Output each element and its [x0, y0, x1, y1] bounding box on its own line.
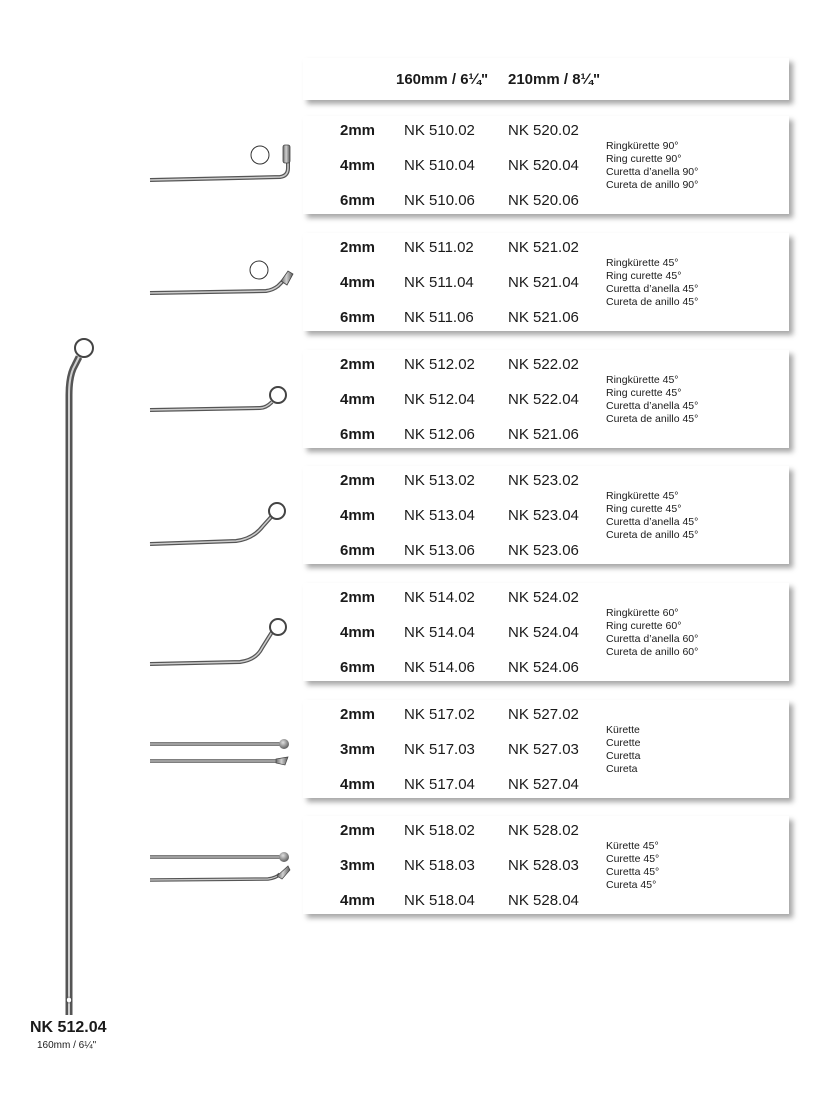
product-description: [606, 840, 659, 892]
size-cell: 2mm: [340, 706, 376, 723]
code-160mm-cell: NK 512.06: [404, 426, 475, 443]
code-210mm-cell: NK 528.04: [508, 892, 579, 909]
size-cell: 3mm: [340, 857, 376, 874]
size-cell: 6mm: [340, 426, 376, 443]
description-line: Curetta d’anella 60°: [606, 633, 699, 645]
size-cell: 6mm: [340, 542, 376, 559]
code-210mm-cell: NK 520.04: [508, 157, 579, 174]
size-cell: 4mm: [340, 391, 376, 408]
description-line: Cureta de anillo 60°: [606, 646, 699, 658]
product-description: [606, 374, 698, 426]
ring-curette-45-icon: [148, 380, 298, 420]
description-line: Curetta d’anella 90°: [606, 166, 699, 178]
code-160mm-cell: NK 517.02: [404, 706, 475, 723]
product-group-panel: [303, 700, 789, 798]
product-description: [606, 607, 698, 659]
code-210mm-cell: NK 521.06: [508, 426, 579, 443]
code-160mm-cell: NK 510.04: [404, 157, 475, 174]
description-line: Curetta d’anella 45°: [606, 516, 699, 528]
description-line: Ringkürette 90°: [606, 140, 679, 152]
description-line: Ring curette 60°: [606, 620, 682, 632]
curette-45-icon: [148, 848, 298, 888]
code-210mm-cell: NK 520.02: [508, 122, 579, 139]
size-cell: 2mm: [340, 822, 376, 839]
size-cell: 2mm: [340, 122, 376, 139]
code-210mm-cell: NK 524.06: [508, 659, 579, 676]
code-160mm-cell: NK 514.02: [404, 589, 475, 606]
code-210mm-cell: NK 524.04: [508, 624, 579, 641]
ring-curette-45-icon: [148, 254, 298, 304]
size-cell: 2mm: [340, 239, 376, 256]
size-cell: 6mm: [340, 309, 376, 326]
code-210mm-cell: NK 527.03: [508, 741, 579, 758]
code-160mm-cell: NK 517.03: [404, 741, 475, 758]
size-cell: 4mm: [340, 507, 376, 524]
code-210mm-cell: NK 522.02: [508, 356, 579, 373]
size-cell: 6mm: [340, 659, 376, 676]
code-160mm-cell: NK 518.03: [404, 857, 475, 874]
product-group-panel: [303, 350, 789, 448]
description-line: Ring curette 90°: [606, 153, 682, 165]
code-210mm-cell: NK 528.03: [508, 857, 579, 874]
code-210mm-cell: NK 521.02: [508, 239, 579, 256]
description-line: Ring curette 45°: [606, 270, 682, 282]
description-line: Cureta de anillo 45°: [606, 413, 699, 425]
featured-product-code: NK 512.04: [30, 1019, 107, 1036]
code-160mm-cell: NK 510.02: [404, 122, 475, 139]
column-header-210mm: 210mm / 8¼": [508, 71, 601, 88]
column-header-panel: [303, 58, 789, 100]
size-cell: 4mm: [340, 776, 376, 793]
size-cell: 2mm: [340, 472, 376, 489]
code-160mm-cell: NK 513.04: [404, 507, 475, 524]
size-cell: 4mm: [340, 274, 376, 291]
curette-straight-icon: [148, 735, 298, 770]
description-line: Ringkürette 45°: [606, 257, 679, 269]
size-cell: 2mm: [340, 356, 376, 373]
code-210mm-cell: NK 527.04: [508, 776, 579, 793]
description-line: Curette: [606, 737, 641, 749]
code-160mm-cell: NK 514.06: [404, 659, 475, 676]
code-160mm-cell: NK 518.04: [404, 892, 475, 909]
description-line: Cureta de anillo 90°: [606, 179, 699, 191]
code-160mm-cell: NK 518.02: [404, 822, 475, 839]
description-line: Ring curette 45°: [606, 387, 682, 399]
size-cell: 6mm: [340, 192, 376, 209]
ring-curette-full-length-icon: [55, 335, 105, 1020]
code-210mm-cell: NK 527.02: [508, 706, 579, 723]
description-line: Ring curette 45°: [606, 503, 682, 515]
description-line: Curetta: [606, 750, 641, 762]
code-210mm-cell: NK 524.02: [508, 589, 579, 606]
description-line: Cureta 45°: [606, 879, 657, 891]
description-line: Ringkürette 45°: [606, 374, 679, 386]
code-160mm-cell: NK 511.06: [404, 309, 474, 326]
product-group-panel: [303, 233, 789, 331]
product-description: [606, 257, 698, 309]
code-160mm-cell: NK 517.04: [404, 776, 475, 793]
description-line: Curette 45°: [606, 853, 660, 865]
code-160mm-cell: NK 510.06: [404, 192, 475, 209]
description-line: Curetta d’anella 45°: [606, 400, 699, 412]
description-line: Kürette: [606, 724, 640, 736]
code-210mm-cell: NK 521.06: [508, 309, 579, 326]
description-line: Curetta d’anella 45°: [606, 283, 699, 295]
description-line: Ringkürette 45°: [606, 490, 679, 502]
size-cell: 3mm: [340, 741, 376, 758]
product-group-panel: [303, 816, 789, 914]
description-line: Ringkürette 60°: [606, 607, 679, 619]
code-160mm-cell: NK 512.04: [404, 391, 475, 408]
product-group-panel: [303, 116, 789, 214]
description-line: Cureta de anillo 45°: [606, 529, 699, 541]
code-160mm-cell: NK 512.02: [404, 356, 475, 373]
code-210mm-cell: NK 523.02: [508, 472, 579, 489]
code-160mm-cell: NK 513.02: [404, 472, 475, 489]
code-160mm-cell: NK 514.04: [404, 624, 475, 641]
column-header-160mm: 160mm / 6¼": [396, 71, 489, 88]
code-210mm-cell: NK 521.04: [508, 274, 579, 291]
product-description: [606, 724, 640, 776]
size-cell: 4mm: [340, 157, 376, 174]
description-line: Cureta: [606, 763, 638, 775]
code-210mm-cell: NK 528.02: [508, 822, 579, 839]
size-cell: 4mm: [340, 624, 376, 641]
description-line: Cureta de anillo 45°: [606, 296, 699, 308]
ring-curette-90-icon: [148, 138, 298, 188]
size-cell: 2mm: [340, 589, 376, 606]
code-160mm-cell: NK 511.04: [404, 274, 474, 291]
description-line: Curetta 45°: [606, 866, 660, 878]
code-210mm-cell: NK 523.06: [508, 542, 579, 559]
description-line: Kürette 45°: [606, 840, 659, 852]
ring-curette-curved-icon: [148, 496, 298, 551]
code-210mm-cell: NK 523.04: [508, 507, 579, 524]
ring-curette-60-icon: [148, 612, 298, 672]
size-cell: 4mm: [340, 892, 376, 909]
code-210mm-cell: NK 520.06: [508, 192, 579, 209]
featured-product-size: 160mm / 6¼": [37, 1040, 97, 1051]
product-group-panel: [303, 583, 789, 681]
code-160mm-cell: NK 511.02: [404, 239, 474, 256]
product-description: [606, 490, 698, 542]
product-group-panel: [303, 466, 789, 564]
code-160mm-cell: NK 513.06: [404, 542, 475, 559]
product-description: [606, 140, 698, 192]
code-210mm-cell: NK 522.04: [508, 391, 579, 408]
